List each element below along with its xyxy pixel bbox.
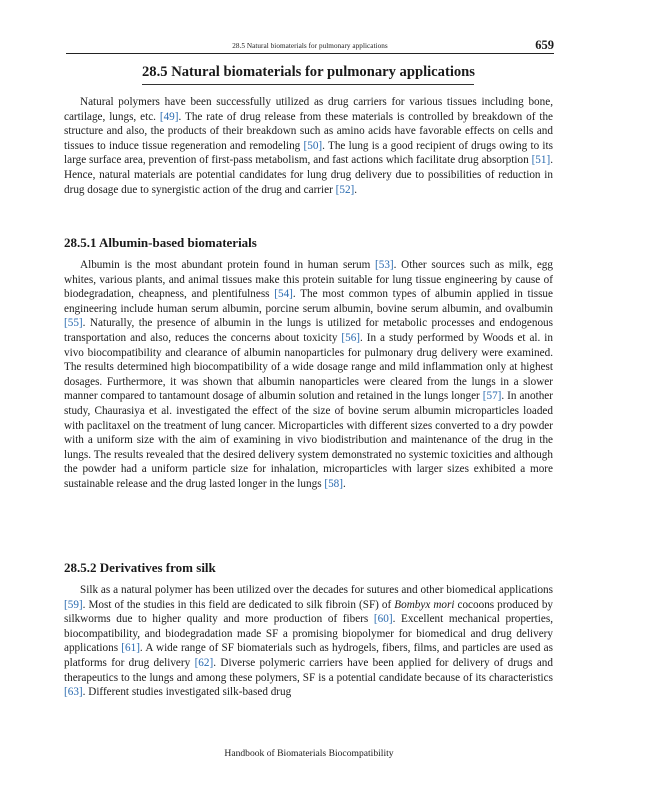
citation-link[interactable]: [62] <box>194 656 214 669</box>
text-run: Natural polymers have been successfully utilized as drug carriers for various tissues including bone, cartilage, lungs, etc. <box>64 96 553 123</box>
citation-link[interactable]: [54] <box>274 288 293 301</box>
text-run: . <box>354 183 358 196</box>
text-run: . In a study performed by Woods et al. in vivo biocompatibility and clearance of albumin nanoparticles for pulmonary drug delivery were examined. The results determined high biocompatibility of a wide dosage range and mild inflammation only at highest dosages. Furthermore, it was shown that albumin nanoparticles were cleared from the lungs in a slower manner compared to tantamount dosage of albumin solution and retained in the lungs longer <box>64 331 553 403</box>
text-run: . Diverse polymeric carriers have been applied for delivery of drugs and therapeutics to the lungs and among these polymers, SF is a potential candidate because of its characteristics <box>64 656 553 684</box>
running-header-title: 28.5 Natural biomaterials for pulmonary applications <box>232 42 388 50</box>
citation-link[interactable]: [61] <box>121 642 140 655</box>
text-run: cocoons produced by silkworms due to higher quality and more production of fibers <box>64 598 554 626</box>
citation-link[interactable]: [49] <box>159 110 179 123</box>
text-run: . Naturally, the presence of albumin in the lungs is utilized for metabolic processes and endogenous transportation and also, reduces the concerns about toxicity <box>64 317 553 344</box>
text-run: . Excellent mechanical properties, biocompatibility, and biodegradation made SF a promising biopolymer for biomedical and drug delivery applications <box>64 613 553 655</box>
header-divider <box>66 53 554 54</box>
citation-link[interactable]: [51] <box>531 154 551 167</box>
citation-link[interactable]: [57] <box>482 390 502 403</box>
section-title: 28.5 Natural biomaterials for pulmonary applications <box>142 64 474 85</box>
subsection-heading-albumin: 28.5.1 Albumin-based biomaterials <box>64 235 257 250</box>
footer-book-title: Handbook of Biomaterials Biocompatibility <box>224 748 394 759</box>
citation-link[interactable]: [53] <box>375 259 394 271</box>
text-run: . Different studies investigated silk-based drug <box>82 686 292 699</box>
citation-link[interactable]: [58] <box>324 477 343 490</box>
text-run: . Other sources such as milk, egg whites, various plants, and animal tissues make this protein suitable for lung tissue engineering by cause of biodegradation, cheapness, and plentifulness <box>64 259 553 301</box>
subsection-heading-silk: 28.5.2 Derivatives from silk <box>64 560 216 575</box>
text-run: . A wide range of SF biomaterials such as hydrogels, fibers, films, and particles are used as platforms for drug delivery <box>64 642 553 669</box>
text-run: . Hence, natural materials are potential candidates for lung drug delivery due to possibilities of reduction in drug dosage due to synergistic action of the drug and carrier <box>64 154 553 196</box>
text-run: Albumin is the most abundant protein found in human serum <box>80 259 376 271</box>
citation-link[interactable]: [56] <box>341 331 361 344</box>
citation-link[interactable]: [52] <box>335 183 355 196</box>
text-run: . The rate of drug release from these materials is controlled by breakdown of the structure and also, the products of their breakdown such as amino acids have favorable effects on cells and tissues to induce tissue regeneration and remodeling <box>64 110 554 152</box>
text-run: Silk as a natural polymer has been utilized over the decades for sutures and other biomedical applications <box>80 584 553 596</box>
text-run: . The most common types of albumin applied in tissue engineering include human serum albumin, porcine serum albumin, bovine serum albumin, and ovalbumin <box>64 288 553 315</box>
albumin-paragraph <box>64 258 553 492</box>
species-name: Bombyx mori <box>394 598 455 611</box>
running-header <box>66 38 554 52</box>
citation-link[interactable]: [63] <box>64 686 83 699</box>
text-run: . <box>343 477 346 490</box>
citation-link[interactable]: [59] <box>64 598 83 611</box>
text-run: . Most of the studies in this field are dedicated to silk fibroin (SF) of <box>82 598 395 611</box>
text-run: . In another study, Chaurasiya et al. investigated the effect of the size of bovine serum albumin microparticles loaded with paclitaxel on the treatment of lung cancer. Microparticles with different sizes converted to a dry powder with a uniform size with the aim of examining in vivo biodistribution and maintenance of the drug in the lungs. The results revealed that the desired delivery system demonstrated no systemic toxicities and although the powder had a uniform particle size for inhalation, microparticles with larger sizes exhibited a more sustainable release and the drug lasted longer in the lungs <box>64 390 553 490</box>
text-run: . The lung is a good recipient of drugs owing to its large surface area, prevention of first-pass metabolism, and fast actions which facilitate drug absorption <box>64 139 553 167</box>
intro-paragraph <box>64 95 553 197</box>
citation-link[interactable]: [55] <box>64 317 83 330</box>
citation-link[interactable]: [50] <box>303 139 323 152</box>
silk-paragraph <box>64 583 553 700</box>
page-number: 659 <box>535 38 554 52</box>
citation-link[interactable]: [60] <box>373 613 393 626</box>
